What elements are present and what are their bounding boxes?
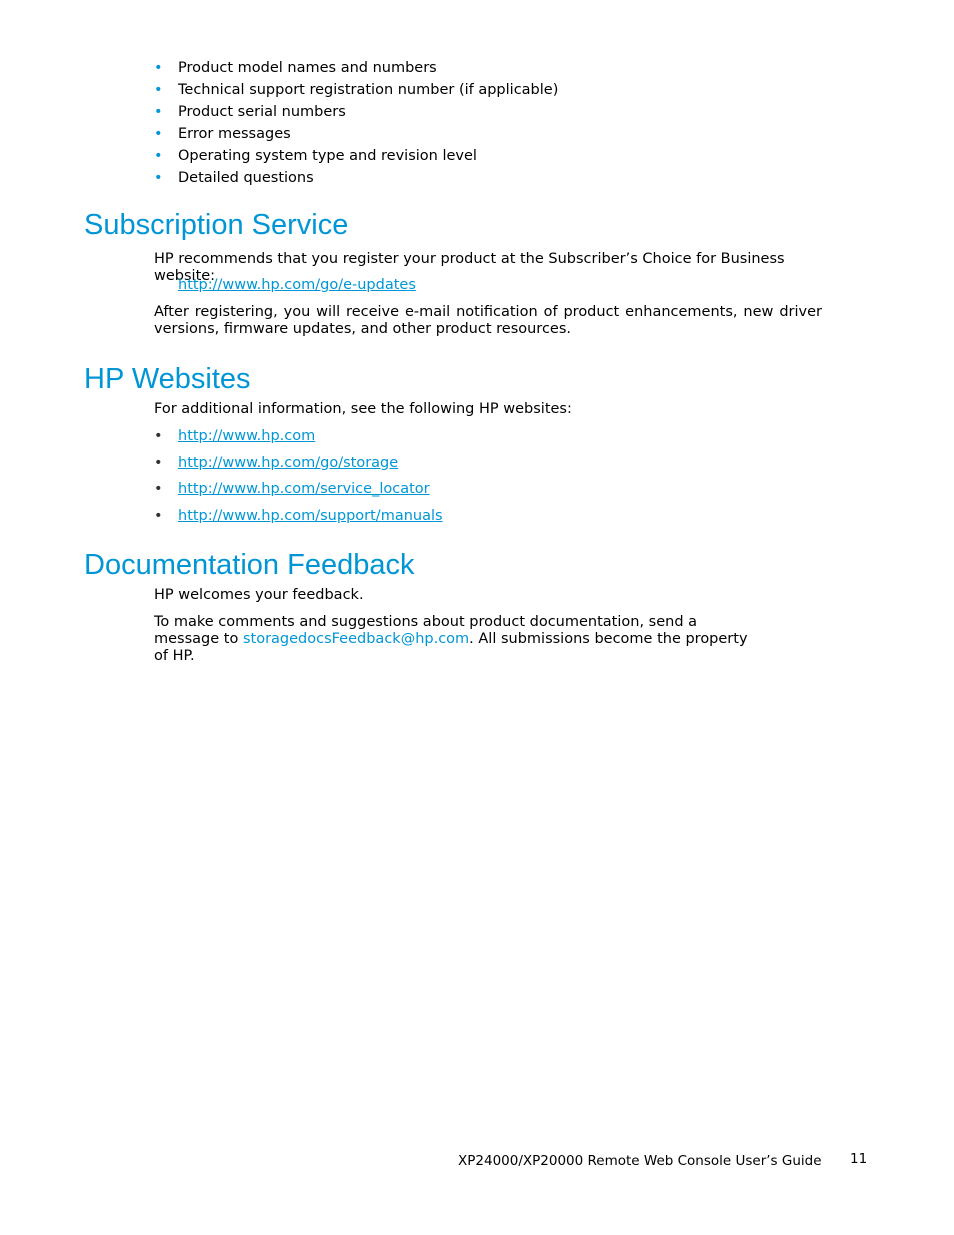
- subscription-after: After registering, you will receive e-mail notification of product enhancements, new driver versions, firmware updates, and other product resources.: [154, 304, 822, 337]
- contact-info-list: [154, 57, 558, 189]
- bullet-icon: •: [154, 60, 163, 76]
- bullet-icon: •: [154, 170, 163, 186]
- hp-service-locator-link[interactable]: http://www.hp.com/service_locator: [178, 481, 430, 497]
- feedback-text: To make comments and suggestions about product documentation, send a message to storagedocsFeedback@hp.com. All submissions become the property of HP.: [154, 614, 748, 664]
- page-number: 11: [850, 1151, 868, 1167]
- websites-list: [154, 425, 443, 531]
- e-updates-link[interactable]: http://www.hp.com/go/e-updates: [178, 277, 416, 293]
- list-item: • Product serial numbers: [154, 101, 558, 123]
- subscription-heading: Subscription Service: [84, 209, 349, 241]
- list-item: • Operating system type and revision level: [154, 145, 558, 167]
- list-item: • Technical support registration number (if applicable): [154, 79, 558, 101]
- hp-storage-link[interactable]: http://www.hp.com/go/storage: [178, 454, 399, 471]
- documentation-feedback-heading: Documentation Feedback: [84, 549, 415, 581]
- list-item: • Detailed questions: [154, 167, 558, 189]
- feedback-welcome: HP welcomes your feedback.: [154, 587, 364, 603]
- list-item: [154, 478, 443, 505]
- list-item: [154, 505, 443, 532]
- footer-title: XP24000/XP20000 Remote Web Console User’s Guide: [458, 1153, 822, 1169]
- bullet-icon: •: [154, 82, 163, 98]
- subscription-link-para: [178, 277, 416, 294]
- bullet-icon: •: [154, 428, 163, 444]
- subscription-intro: HP recommends that you register your product at the Subscriber’s Choice for Business website:: [154, 251, 785, 284]
- hp-home-link[interactable]: http://www.hp.com: [178, 428, 316, 444]
- list-item: [154, 452, 443, 479]
- bullet-icon: •: [154, 148, 163, 164]
- bullet-icon: •: [154, 454, 163, 471]
- bullet-icon: •: [154, 126, 163, 142]
- list-item: • Product model names and numbers: [154, 57, 558, 79]
- websites-intro: For additional information, see the following HP websites:: [154, 401, 572, 417]
- feedback-email-link[interactable]: storagedocsFeedback@hp.com: [242, 631, 470, 647]
- hp-websites-heading: HP Websites: [84, 363, 251, 395]
- list-item: • Error messages: [154, 123, 558, 145]
- bullet-icon: •: [154, 104, 163, 120]
- bullet-icon: •: [154, 481, 163, 497]
- bullet-icon: •: [154, 507, 163, 524]
- list-item: [154, 425, 443, 452]
- hp-manuals-link[interactable]: http://www.hp.com/support/manuals: [178, 507, 443, 524]
